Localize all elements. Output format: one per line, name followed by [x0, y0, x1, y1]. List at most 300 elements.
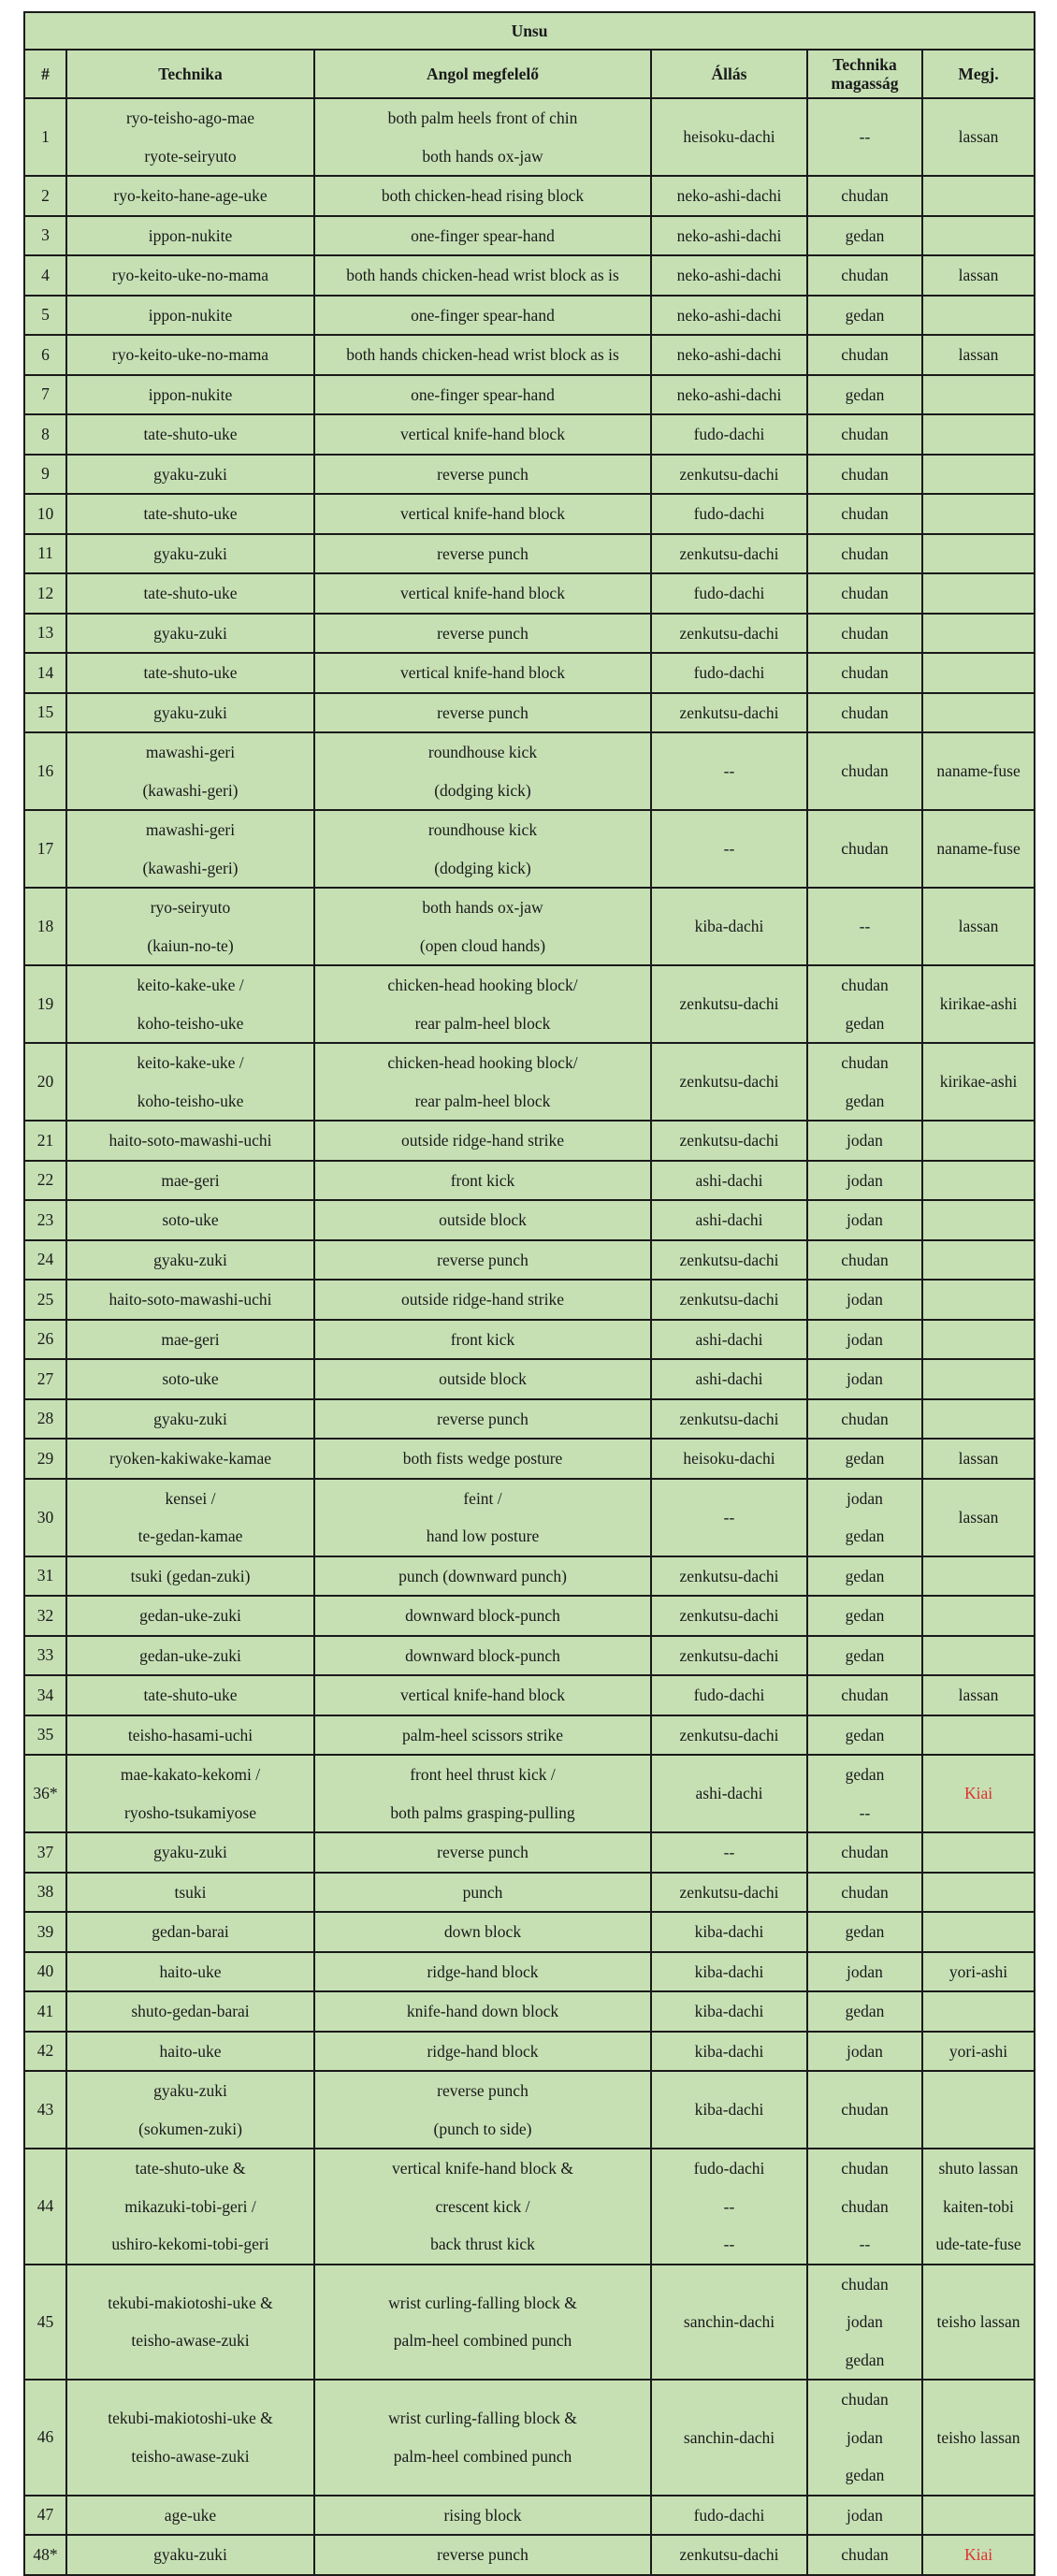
cell-technika	[66, 494, 314, 534]
cell-magassag-line: chudan	[841, 702, 889, 722]
cell-allas	[651, 2380, 807, 2496]
cell-magassag	[807, 1991, 922, 2032]
cell-magassag	[807, 1556, 922, 1597]
cell-number	[24, 1912, 66, 1952]
cell-magassag-line: chudan	[841, 266, 889, 284]
cell-angol-line: wrist curling-falling block &	[388, 2293, 577, 2312]
row-number: 47	[36, 2505, 54, 2525]
cell-megj-line: naname-fuse	[936, 761, 1021, 781]
cell-magassag-line: chudan	[841, 543, 889, 563]
cell-magassag-line: gedan	[845, 225, 885, 245]
cell-megj-line: lassan	[958, 127, 999, 147]
cell-allas-line: ashi-dachi	[695, 1329, 763, 1349]
cell-magassag	[807, 1240, 922, 1281]
cell-number	[24, 2535, 66, 2575]
cell-megj	[922, 1596, 1035, 1636]
cell-technika-line: mae-geri	[161, 1170, 220, 1190]
cell-magassag	[807, 1161, 922, 1201]
cell-megj	[922, 494, 1035, 534]
cell-allas	[651, 494, 807, 534]
cell-megj	[922, 1200, 1035, 1240]
cell-allas	[651, 810, 807, 888]
cell-number	[24, 1121, 66, 1161]
cell-technika-line: soto-uke	[162, 1210, 219, 1229]
cell-megj	[922, 1991, 1035, 2032]
cell-magassag	[807, 2496, 922, 2536]
cell-allas	[651, 1359, 807, 1399]
row-number: 1	[41, 127, 50, 146]
cell-megj	[922, 810, 1035, 888]
row-number: 21	[36, 1130, 54, 1150]
cell-technika-line: (kawashi-geri)	[142, 780, 239, 800]
cell-number	[24, 296, 66, 336]
table-row	[24, 1912, 1035, 1952]
cell-technika-line: tate-shuto-uke	[143, 1686, 238, 1704]
cell-technika	[66, 2032, 314, 2072]
cell-allas	[651, 1439, 807, 1479]
cell-allas	[651, 2496, 807, 2536]
cell-technika-line: tate-shuto-uke	[143, 425, 238, 443]
table-row	[24, 2535, 1035, 2575]
cell-magassag-line: chudan	[841, 2274, 889, 2294]
cell-technika	[66, 888, 314, 965]
cell-angol-line: vertical knife-hand block &	[392, 2159, 573, 2178]
cell-magassag	[807, 1873, 922, 1913]
row-number: 22	[36, 1170, 54, 1190]
cell-number	[24, 1596, 66, 1636]
cell-magassag	[807, 965, 922, 1043]
cell-technika-line: mawashi-geri	[145, 743, 236, 761]
cell-angol-line: one-finger spear-hand	[411, 384, 555, 404]
cell-angol	[314, 414, 651, 455]
cell-megj	[922, 1479, 1035, 1556]
table-row	[24, 534, 1035, 574]
cell-allas-line: kiba-dachi	[694, 1922, 764, 1941]
cell-angol	[314, 2149, 651, 2265]
row-number: 18	[36, 917, 54, 935]
cell-megj	[922, 614, 1035, 654]
table-row	[24, 1200, 1035, 1240]
cell-megj-line: teisho lassan	[936, 2427, 1021, 2447]
row-number: 2	[41, 185, 50, 205]
cell-angol-line: ridge-hand block	[427, 2041, 539, 2061]
cell-angol-line: both hands chicken-head wrist block as is	[346, 345, 619, 364]
cell-magassag	[807, 888, 922, 965]
cell-megj	[922, 1912, 1035, 1952]
kiai-note: Kiai	[963, 1784, 993, 1803]
cell-megj	[922, 1556, 1035, 1597]
cell-magassag-line: chudan	[841, 1053, 889, 1072]
cell-allas-line: zenkutsu-dachi	[679, 1645, 779, 1665]
cell-megj	[922, 2380, 1035, 2496]
cell-technika-line: ippon-nukite	[148, 384, 233, 404]
cell-number	[24, 335, 66, 375]
cell-magassag-line: jodan	[847, 1329, 883, 1349]
cell-megj	[922, 1715, 1035, 1756]
cell-technika-line: gyaku-zuki	[153, 1250, 227, 1269]
cell-magassag	[807, 614, 922, 654]
cell-magassag-line: --	[859, 127, 871, 147]
cell-technika	[66, 2535, 314, 2575]
cell-angol	[314, 1399, 651, 1440]
cell-number	[24, 888, 66, 965]
row-number: 6	[41, 344, 50, 364]
cell-allas-line: zenkutsu-dachi	[679, 2545, 779, 2564]
cell-allas-line: --	[723, 2196, 735, 2216]
cell-angol-line: knife-hand down block	[406, 2002, 559, 2020]
cell-technika	[66, 1991, 314, 2032]
cell-magassag	[807, 693, 922, 733]
cell-allas-line: zenkutsu-dachi	[679, 543, 779, 563]
table-row	[24, 1320, 1035, 1360]
cell-megj-line: kirikae-ashi	[939, 1072, 1018, 1092]
cell-technika-line: mae-kakato-kekomi /	[120, 1765, 261, 1784]
cell-allas	[651, 1320, 807, 1360]
row-number: 41	[36, 2001, 54, 2020]
cell-megj	[922, 693, 1035, 733]
cell-magassag	[807, 455, 922, 495]
cell-allas-line: neko-ashi-dachi	[676, 186, 782, 205]
cell-number	[24, 1399, 66, 1440]
cell-megj-line: lassan	[958, 266, 999, 284]
cell-angol	[314, 335, 651, 375]
cell-angol	[314, 255, 651, 296]
row-number: 4	[41, 265, 50, 284]
cell-magassag-line: chudan	[841, 584, 889, 602]
table-row	[24, 176, 1035, 216]
cell-technika	[66, 732, 314, 810]
table-row	[24, 2032, 1035, 2072]
table-row	[24, 255, 1035, 296]
cell-magassag-line: jodan	[847, 2312, 883, 2331]
cell-magassag-line: chudan	[841, 2545, 889, 2564]
cell-magassag-line: jodan	[847, 1488, 883, 1508]
cell-technika	[66, 335, 314, 375]
cell-angol-line: down block	[443, 1922, 522, 1941]
row-number: 31	[36, 1566, 54, 1585]
row-number: 32	[36, 1605, 54, 1625]
cell-magassag-line: jodan	[847, 1961, 883, 1981]
cell-number	[24, 1359, 66, 1399]
cell-magassag-line: gedan	[845, 1449, 885, 1468]
cell-angol	[314, 98, 651, 176]
cell-allas-line: fudo-dachi	[693, 584, 765, 602]
table-row	[24, 1479, 1035, 1556]
cell-allas-line: --	[723, 761, 735, 781]
cell-magassag	[807, 335, 922, 375]
cell-magassag-line: --	[859, 2235, 871, 2253]
cell-number	[24, 653, 66, 693]
table-row	[24, 455, 1035, 495]
cell-technika	[66, 810, 314, 888]
cell-angol	[314, 1675, 651, 1715]
cell-allas	[651, 375, 807, 415]
row-number: 24	[36, 1250, 54, 1269]
cell-allas-line: zenkutsu-dachi	[679, 1606, 779, 1625]
cell-angol	[314, 1636, 651, 1676]
cell-angol	[314, 1320, 651, 1360]
cell-megj-line: yori-ashi	[948, 2041, 1008, 2061]
cell-megj	[922, 888, 1035, 965]
cell-technika-line: gyaku-zuki	[153, 464, 227, 484]
cell-angol-line: both fists wedge posture	[402, 1449, 563, 1468]
cell-allas	[651, 732, 807, 810]
cell-allas	[651, 176, 807, 216]
table-row	[24, 1121, 1035, 1161]
cell-allas-line: kiba-dachi	[694, 917, 764, 936]
cell-technika-line: age-uke	[164, 2505, 217, 2525]
cell-number	[24, 1240, 66, 1281]
cell-magassag	[807, 1715, 922, 1756]
cell-angol-line: rear palm-heel block	[414, 1091, 551, 1110]
cell-number	[24, 216, 66, 256]
cell-megj	[922, 335, 1035, 375]
cell-technika	[66, 1912, 314, 1952]
row-number: 25	[36, 1289, 54, 1309]
cell-magassag	[807, 1043, 922, 1121]
cell-magassag	[807, 1832, 922, 1873]
cell-technika-line: ryo-keito-hane-age-uke	[113, 186, 268, 205]
cell-megj	[922, 1161, 1035, 1201]
table-row	[24, 810, 1035, 888]
cell-angol	[314, 573, 651, 614]
cell-technika	[66, 1596, 314, 1636]
cell-megj	[922, 573, 1035, 614]
cell-technika	[66, 534, 314, 574]
cell-magassag-line: gedan	[845, 2350, 885, 2369]
cell-allas-line: ashi-dachi	[695, 1784, 763, 1803]
cell-technika-line: (kaiun-no-te)	[147, 935, 234, 955]
cell-angol	[314, 1439, 651, 1479]
cell-technika-line: tekubi-makiotoshi-uke &	[108, 2409, 273, 2428]
cell-megj	[922, 255, 1035, 296]
cell-magassag-line: chudan	[841, 2196, 889, 2216]
cell-technika	[66, 1280, 314, 1320]
cell-angol-line: one-finger spear-hand	[411, 305, 555, 325]
table-row	[24, 375, 1035, 415]
cell-angol-line: reverse punch	[437, 1843, 528, 1861]
cell-magassag	[807, 176, 922, 216]
cell-angol-line: reverse punch	[437, 702, 528, 722]
cell-angol-line: outside block	[439, 1369, 527, 1388]
cell-number	[24, 614, 66, 654]
cell-technika-line: tate-shuto-uke	[143, 663, 238, 682]
cell-allas-line: zenkutsu-dachi	[679, 1250, 779, 1269]
cell-technika	[66, 2265, 314, 2381]
table-row	[24, 2380, 1035, 2496]
cell-angol-line: back thrust kick	[430, 2235, 535, 2253]
cell-technika-line: keito-kake-uke /	[137, 1053, 244, 1072]
cell-angol	[314, 1832, 651, 1873]
cell-angol	[314, 455, 651, 495]
cell-technika	[66, 1556, 314, 1597]
cell-angol	[314, 1755, 651, 1832]
cell-technika-line: ryote-seiryuto	[144, 146, 237, 166]
row-number: 12	[36, 583, 54, 602]
cell-number	[24, 1636, 66, 1676]
cell-angol-line: one-finger spear-hand	[411, 225, 555, 245]
cell-angol-line: reverse punch	[437, 464, 528, 484]
cell-technika-line: gyaku-zuki	[153, 543, 227, 563]
cell-technika-line: gyaku-zuki	[153, 2545, 227, 2564]
row-number: 9	[41, 464, 50, 484]
cell-technika	[66, 1636, 314, 1676]
cell-allas	[651, 2535, 807, 2575]
cell-magassag-line: chudan	[841, 186, 889, 205]
cell-allas-line: neko-ashi-dachi	[676, 345, 782, 364]
cell-magassag-line: chudan	[841, 623, 889, 643]
cell-allas-line: --	[723, 839, 735, 859]
cell-angol-line: vertical knife-hand block	[400, 425, 565, 443]
cell-number	[24, 1320, 66, 1360]
cell-megj-line: lassan	[958, 1507, 999, 1527]
table-title: Unsu	[24, 12, 1035, 50]
cell-magassag-line: chudan	[841, 976, 889, 994]
cell-megj	[922, 1240, 1035, 1281]
cell-magassag	[807, 1912, 922, 1952]
cell-allas	[651, 1161, 807, 1201]
cell-number	[24, 732, 66, 810]
header-angol: Angol megfelelő	[314, 50, 651, 98]
table-row	[24, 98, 1035, 176]
cell-number	[24, 810, 66, 888]
cell-megj	[922, 653, 1035, 693]
cell-magassag-line: jodan	[847, 1210, 883, 1229]
cell-technika-line: ushiro-kekomi-tobi-geri	[111, 2235, 269, 2253]
row-number: 33	[36, 1645, 54, 1665]
row-number: 28	[36, 1409, 54, 1428]
cell-technika-line: gyaku-zuki	[153, 1409, 227, 1428]
table-row	[24, 1755, 1035, 1832]
cell-technika-line: koho-teisho-uke	[137, 1091, 244, 1110]
cell-megj	[922, 1675, 1035, 1715]
row-number: 46	[36, 2427, 54, 2447]
cell-megj	[922, 534, 1035, 574]
title-row	[24, 12, 1035, 50]
cell-megj-line: kirikae-ashi	[939, 994, 1018, 1014]
cell-magassag-line: gedan	[845, 1725, 885, 1744]
cell-technika	[66, 1715, 314, 1756]
cell-angol	[314, 2496, 651, 2536]
table-row	[24, 1832, 1035, 1873]
cell-allas-line: fudo-dachi	[693, 2505, 765, 2525]
cell-angol	[314, 1200, 651, 1240]
cell-allas-line: fudo-dachi	[693, 663, 765, 682]
cell-allas	[651, 653, 807, 693]
cell-allas-line: zenkutsu-dachi	[679, 1882, 779, 1902]
cell-number	[24, 1043, 66, 1121]
cell-allas	[651, 1991, 807, 2032]
table-row	[24, 1439, 1035, 1479]
cell-technika-line: (sokumen-zuki)	[138, 2119, 242, 2138]
cell-magassag	[807, 534, 922, 574]
cell-allas	[651, 1952, 807, 1992]
cell-megj-line: shuto lassan	[938, 2159, 1019, 2178]
cell-allas	[651, 693, 807, 733]
cell-number	[24, 2496, 66, 2536]
row-number: 39	[36, 1921, 54, 1941]
cell-angol	[314, 216, 651, 256]
cell-technika-line: shuto-gedan-barai	[131, 2002, 250, 2020]
cell-allas-line: neko-ashi-dachi	[676, 266, 782, 284]
cell-number	[24, 573, 66, 614]
header-megj: Megj.	[922, 50, 1035, 98]
cell-magassag-line: gedan	[845, 1922, 885, 1941]
cell-magassag	[807, 1320, 922, 1360]
cell-technika-line: mawashi-geri	[145, 820, 236, 839]
cell-megj	[922, 1636, 1035, 1676]
cell-number	[24, 1556, 66, 1597]
cell-technika-line: ippon-nukite	[148, 225, 233, 245]
row-number: 40	[36, 1961, 54, 1981]
cell-angol-line: rising block	[443, 2505, 522, 2525]
cell-magassag-line: gedan	[845, 1765, 885, 1784]
cell-angol-line: reverse punch	[437, 543, 528, 563]
cell-magassag	[807, 1675, 922, 1715]
cell-magassag-line: gedan	[845, 1527, 885, 1545]
cell-allas	[651, 1715, 807, 1756]
cell-allas	[651, 98, 807, 176]
cell-allas-line: kiba-dachi	[694, 1961, 764, 1981]
cell-angol-line: punch (downward punch)	[398, 1566, 567, 1585]
cell-megj	[922, 2535, 1035, 2575]
cell-megj-line: teisho lassan	[936, 2312, 1021, 2331]
cell-allas	[651, 216, 807, 256]
cell-angol-line: (dodging kick)	[434, 780, 531, 800]
cell-magassag	[807, 1200, 922, 1240]
table-row	[24, 888, 1035, 965]
table-row	[24, 2149, 1035, 2265]
cell-magassag	[807, 98, 922, 176]
cell-angol	[314, 1121, 651, 1161]
cell-allas	[651, 1636, 807, 1676]
cell-technika	[66, 1320, 314, 1360]
cell-angol	[314, 1952, 651, 1992]
table-row	[24, 1675, 1035, 1715]
cell-angol	[314, 653, 651, 693]
cell-angol-line: chicken-head hooking block/	[387, 976, 578, 994]
cell-megj	[922, 1755, 1035, 1832]
cell-magassag	[807, 2032, 922, 2072]
header-number: #	[24, 50, 66, 98]
cell-megj	[922, 1320, 1035, 1360]
cell-allas	[651, 455, 807, 495]
cell-technika-line: teisho-awase-zuki	[131, 2331, 250, 2351]
cell-number	[24, 1439, 66, 1479]
cell-number	[24, 494, 66, 534]
cell-technika-line: keito-kake-uke /	[137, 976, 244, 994]
cell-megj	[922, 1952, 1035, 1992]
row-number: 3	[41, 225, 50, 245]
cell-technika-line: tate-shuto-uke	[143, 504, 238, 523]
cell-magassag	[807, 2265, 922, 2381]
cell-angol-line: vertical knife-hand block	[400, 1686, 565, 1704]
cell-angol	[314, 1912, 651, 1952]
cell-megj-line: naname-fuse	[936, 839, 1021, 859]
cell-number	[24, 455, 66, 495]
cell-allas	[651, 1043, 807, 1121]
row-number: 23	[36, 1209, 54, 1229]
cell-technika-line: teisho-awase-zuki	[131, 2446, 250, 2466]
table-row	[24, 494, 1035, 534]
cell-angol-line: vertical knife-hand block	[400, 504, 565, 523]
cell-technika	[66, 1832, 314, 1873]
cell-magassag	[807, 216, 922, 256]
cell-megj	[922, 1280, 1035, 1320]
table-row	[24, 1399, 1035, 1440]
cell-magassag	[807, 1121, 922, 1161]
cell-magassag-line: chudan	[841, 663, 889, 682]
